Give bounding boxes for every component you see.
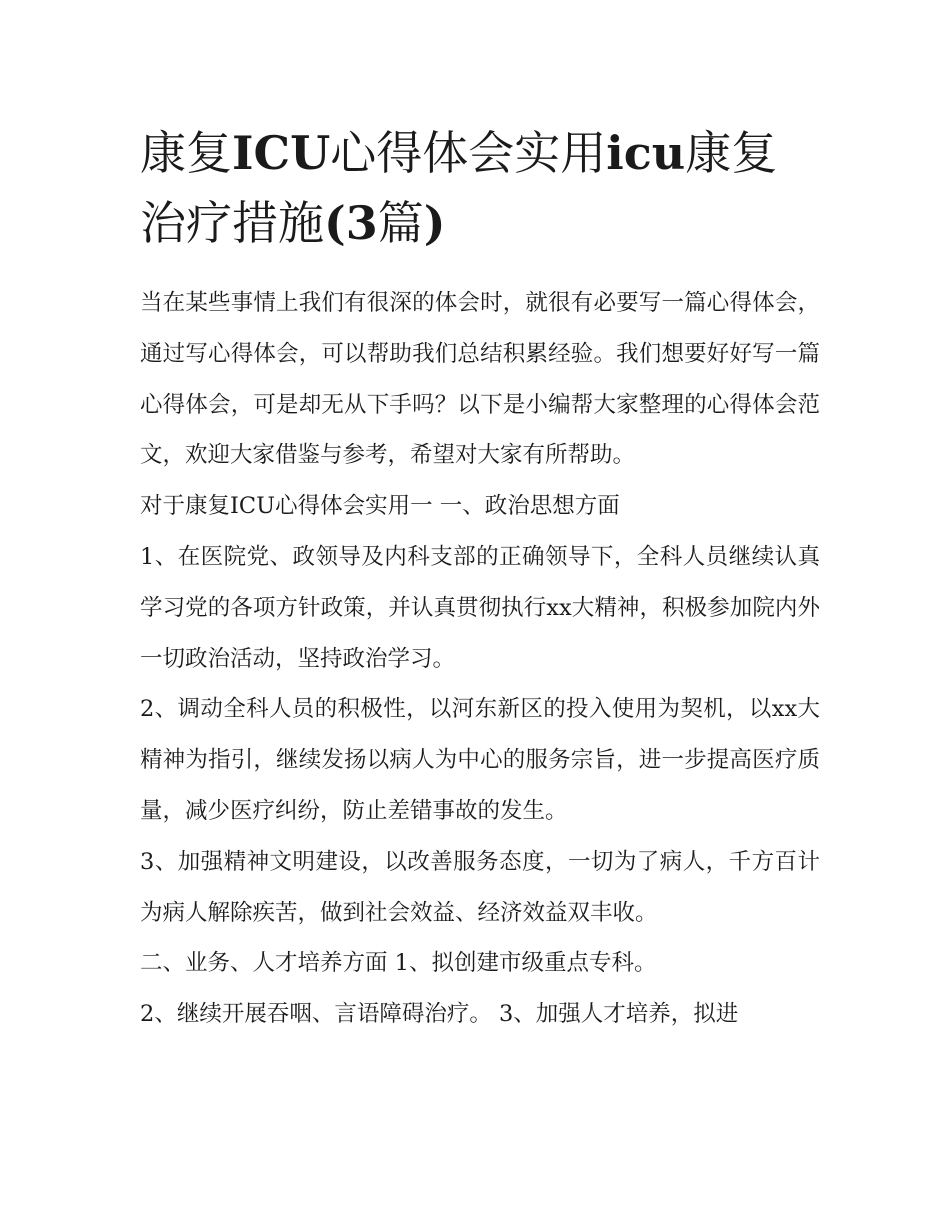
- list-item-1: 1、在医院党、政领导及内科支部的正确领导下，全科人员继续认真学习党的各项方针政策，并认真贯彻执行xx大精神，积极参加院内外一切政治活动，坚持政治学习。: [140, 543, 820, 672]
- section-heading-business: 二、业务、人才培养方面 1、拟创建市级重点专科。: [140, 950, 657, 977]
- list-item-continued: 2、继续开展吞咽、言语障碍治疗。 3、加强人才培养，拟进: [140, 1001, 739, 1028]
- document-page: [140, 118, 820, 1040]
- section-heading-politics: 对于康复ICU心得体会实用一 一、政治思想方面: [140, 493, 620, 520]
- intro-paragraph: 当在某些事情上我们有很深的体会时，就很有必要写一篇心得体会，通过写心得体会，可以帮助我们总结积累经验。我们想要好好写一篇心得体会，可是却无从下手吗？以下是小编帮大家整理的心得体会范文，欢迎大家借鉴与参考，希望对大家有所帮助。: [140, 290, 820, 469]
- list-item-3: 3、加强精神文明建设，以改善服务态度，一切为了病人，千方百计为病人解除疾苦，做到社会效益、经济效益双丰收。: [140, 848, 820, 926]
- list-item-2: 2、调动全科人员的积极性，以河东新区的投入使用为契机，以xx大精神为指引，继续发扬以病人为中心的服务宗旨，进一步提高医疗质量，减少医疗纠纷，防止差错事故的发生。: [140, 696, 820, 824]
- document-title: 康复ICU心得体会实用icu康复治疗措施(3篇): [140, 126, 778, 250]
